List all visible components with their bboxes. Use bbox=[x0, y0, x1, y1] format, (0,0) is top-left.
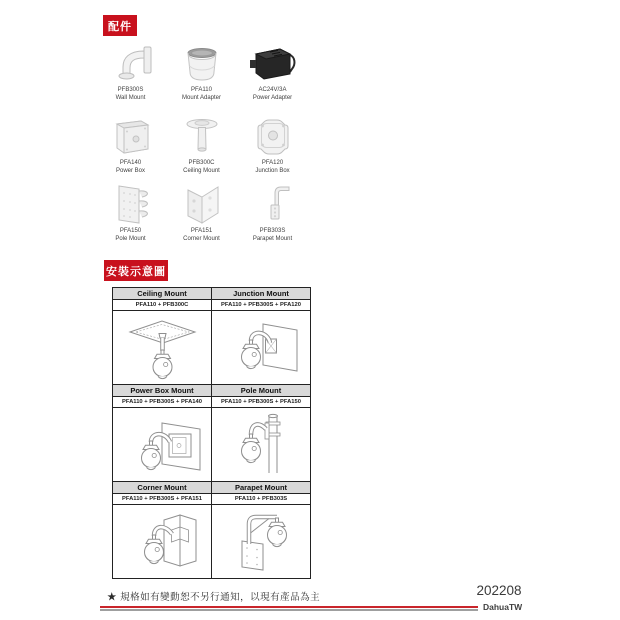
product-card-power-adapter bbox=[237, 40, 308, 113]
corner-mount-diagram bbox=[113, 505, 212, 579]
footer-divider-line bbox=[100, 606, 478, 611]
ceiling-mount-icon bbox=[180, 113, 224, 157]
mount-adapter-icon bbox=[180, 40, 224, 84]
product-model: PFA140 bbox=[119, 160, 142, 166]
product-card-mount-adapter bbox=[166, 40, 237, 113]
brand-label: DahuaTW bbox=[483, 602, 523, 612]
mount-title-cell: Junction Mount bbox=[212, 288, 311, 300]
product-name: Parapet Mount bbox=[252, 236, 293, 242]
product-name: Mount Adapter bbox=[181, 95, 222, 101]
mount-title-cell: Power Box Mount bbox=[113, 385, 212, 397]
wall-mount-icon bbox=[105, 40, 157, 84]
pole-mount-icon bbox=[105, 181, 157, 225]
product-name: Power Box bbox=[115, 168, 145, 174]
product-card-power-box bbox=[95, 113, 166, 181]
product-model: PFA150 bbox=[119, 228, 142, 234]
product-name: Power Adapter bbox=[252, 95, 293, 101]
mount-combo-cell: PFA110 + PFB300S + PFA150 bbox=[212, 397, 311, 408]
ceiling-mount-diagram bbox=[113, 311, 212, 385]
mount-title-cell: Parapet Mount bbox=[212, 482, 311, 494]
junction-mount-diagram bbox=[212, 311, 311, 385]
product-card-parapet-mount bbox=[237, 181, 308, 251]
product-model: PFA151 bbox=[190, 228, 213, 234]
product-name: Ceiling Mount bbox=[183, 168, 220, 174]
mount-combo-cell: PFA110 + PFB300S + PFA151 bbox=[113, 494, 212, 505]
product-model: PFB300S bbox=[117, 87, 144, 93]
power-box-mount-diagram bbox=[113, 408, 212, 482]
product-card-corner-mount bbox=[166, 181, 237, 251]
product-name: Wall Mount bbox=[115, 95, 146, 101]
installation-table bbox=[112, 287, 311, 579]
mount-title-cell: Ceiling Mount bbox=[113, 288, 212, 300]
accessories-grid bbox=[95, 40, 308, 251]
accessories-section-badge: 配件 bbox=[103, 15, 137, 36]
parapet-mount-icon bbox=[251, 181, 295, 225]
power-adapter-icon bbox=[246, 40, 300, 84]
product-model: PFB300C bbox=[188, 160, 215, 166]
product-card-junction-box bbox=[237, 113, 308, 181]
date-code: 202208 bbox=[476, 583, 522, 598]
product-model: PFA120 bbox=[261, 160, 284, 166]
product-card-pole-mount bbox=[95, 181, 166, 251]
product-model: AC24V/3A bbox=[258, 87, 287, 93]
product-name: Corner Mount bbox=[183, 236, 220, 242]
power-box-icon bbox=[107, 113, 155, 157]
product-card-wall-mount bbox=[95, 40, 166, 113]
product-card-ceiling-mount bbox=[166, 113, 237, 181]
mount-title-cell: Corner Mount bbox=[113, 482, 212, 494]
mount-combo-cell: PFA110 + PFB300C bbox=[113, 300, 212, 311]
mount-combo-cell: PFA110 + PFB300S + PFA140 bbox=[113, 397, 212, 408]
junction-box-icon bbox=[251, 113, 295, 157]
mount-combo-cell: PFA110 + PFB300S + PFA120 bbox=[212, 300, 311, 311]
product-model: PFB303S bbox=[259, 228, 286, 234]
spec-disclaimer-note: ★ 規格如有變動恕不另行通知，以現有產品為主 bbox=[107, 592, 321, 603]
pole-mount-diagram bbox=[212, 408, 311, 482]
parapet-mount-diagram bbox=[212, 505, 311, 579]
product-model: PFA110 bbox=[191, 87, 212, 93]
installation-section-badge: 安裝示意圖 bbox=[104, 260, 168, 281]
corner-mount-icon bbox=[178, 181, 226, 225]
product-name: Pole Mount bbox=[115, 236, 146, 242]
mount-title-cell: Pole Mount bbox=[212, 385, 311, 397]
mount-combo-cell: PFA110 + PFB303S bbox=[212, 494, 311, 505]
product-name: Junction Box bbox=[255, 168, 290, 174]
